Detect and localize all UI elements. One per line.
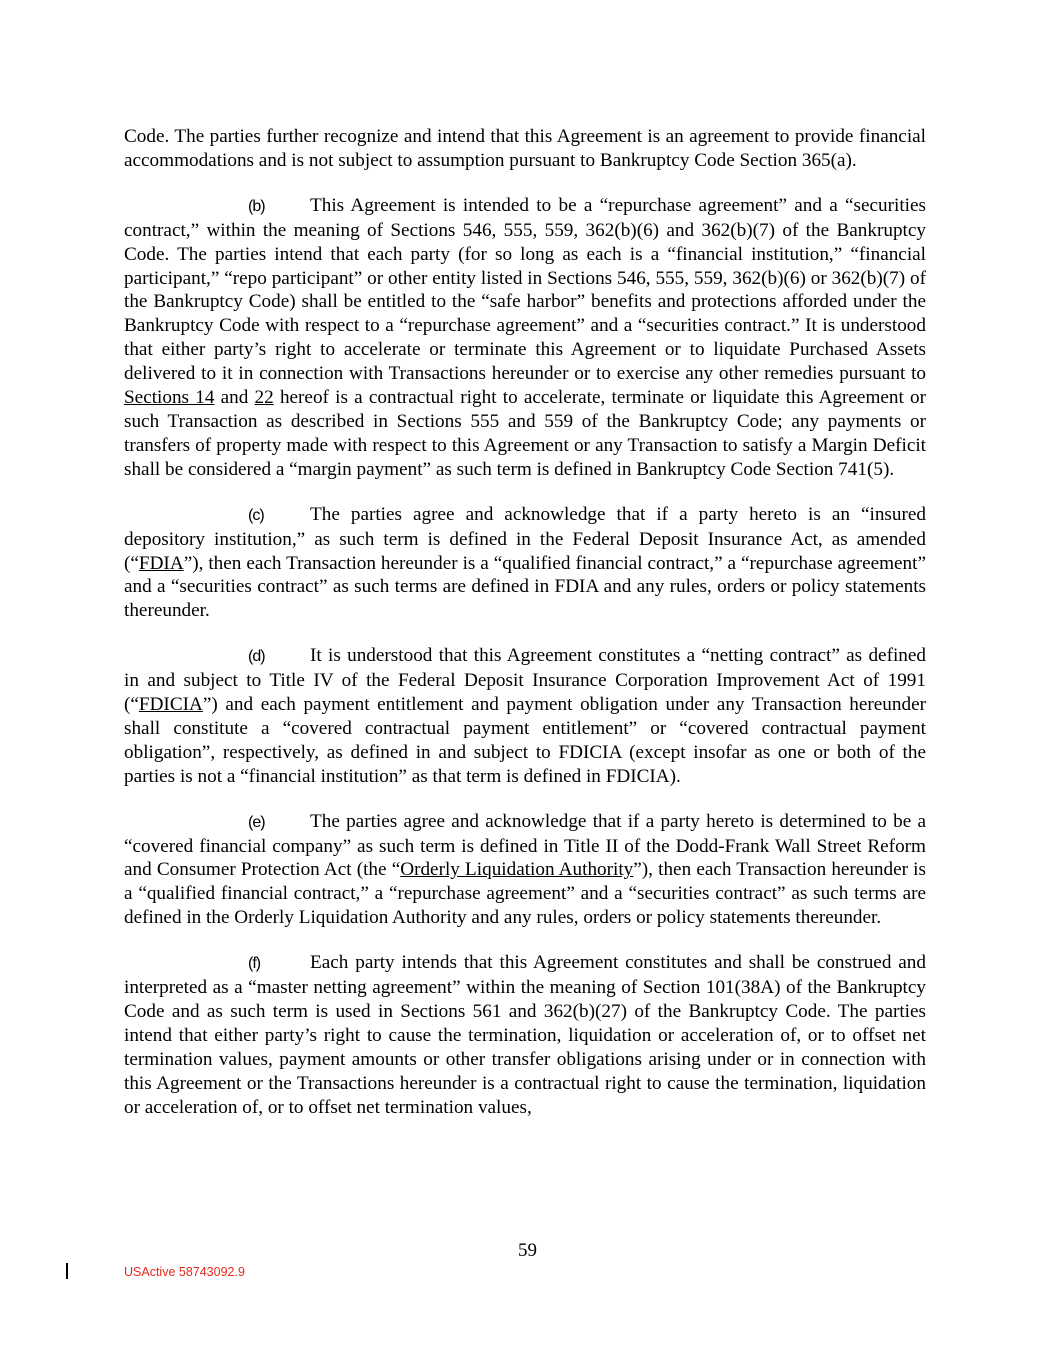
paragraph-text: hereof is a contractual right to accelerate, terminate or liquidate this Agreement or such Transaction as described in Sections 555 and 559 of the Bankruptcy Code; any payments or transfers of property made with respect to this Agreement or any Transaction to satisfy a Margin Deficit shall be considered a “margin payment” as such term is defined in Bankruptcy Code Section 741(5). (124, 387, 926, 480)
paragraph-text: ”) and each payment entitlement and payment obligation under any Transaction hereunder shall constitute a “covered contractual payment entitlement” or “covered contractual payment obligation”, respectively, as defined in and subject to FDICIA (except insofar as one or both of the parties is not a “financial institution” as that term is defined in FDICIA). (124, 694, 926, 787)
defined-term-fdicia: FDICIA (138, 694, 203, 716)
defined-term-fdia: FDIA (138, 552, 184, 574)
paragraph-text: This Agreement is intended to be a “repurchase agreement” and a “securities contract,” within the meaning of Sections 546, 555, 559, 362(b)(6) and 362(b)(7) of the Bankruptcy Code. The parties intend that each party (for so long as each is a “financial institution,” “financial participant,” “repo participant” or other entity listed in Sections 546, 555, 559, 362(b)(6) or 362(b)(7) of the Bankruptcy Code) shall be entitled to the “safe harbor” benefits and protections afforded under the Bankruptcy Code with respect to a “repurchase agreement” and a “securities contract.” It is understood that either party’s right to accelerate or terminate this Agreement or to liquidate Purchased Assets delivered to it in connection with Transactions hereunder or to exercise any other remedies pursuant to (124, 194, 926, 385)
paragraph-text: and (214, 387, 255, 409)
paragraph-c (124, 503, 926, 624)
paragraph-label: (c) (248, 506, 264, 524)
defined-term-orderly-liquidation-authority: Orderly Liquidation Authority (400, 859, 634, 881)
paragraph-b (124, 194, 926, 482)
paragraph-label: (b) (248, 197, 265, 215)
paragraph-text: ”), then each Transaction hereunder is a “qualified financial contract,” a “repurchase agreement” and a “securities contract” as such terms are defined in the Orderly Liquidation Authority and any rules, orders or policy statements thereunder. (124, 859, 926, 929)
paragraph-label: (e) (248, 813, 265, 831)
paragraph-text: ”), then each Transaction hereunder is a “qualified financial contract,” a “repurchase agreement” and a “securities contract” as such terms are defined in FDIA and any rules, orders or policy statements thereunder. (124, 552, 926, 622)
paragraph-continued (124, 125, 926, 173)
cross-reference-22: 22 (254, 387, 274, 409)
document-body (124, 125, 926, 1141)
footer-document-id: USActive 58743092.9 (124, 1265, 245, 1279)
paragraph-text: The parties agree and acknowledge that if a party hereto is determined to be a “covered financial company” as such term is defined in Title II of the Dodd-Frank Wall Street Reform and Consumer Protection Act (the “ (124, 810, 926, 881)
paragraph-text: Each party intends that this Agreement constitutes and shall be construed and interpreted as a “master netting agreement” within the meaning of Section 101(38A) of the Bankruptcy Code and as such term is used in Sections 561 and 362(b)(27) of the Bankruptcy Code. The parties intend that either party’s right to cause the termination, liquidation or acceleration of, or to offset net termination values, payment amounts or other transfer obligations arising under or in connection with this Agreement or the Transactions hereunder is a contractual right to cause the termination, liquidation or acceleration of, or to offset net termination values, (124, 952, 926, 1118)
paragraph-label: (f) (248, 955, 261, 973)
revision-change-bar (66, 1263, 68, 1279)
paragraph-text: The parties agree and acknowledge that if a party hereto is an “insured depository institution,” as such term is defined in the Federal Deposit Insurance Act, as amended (“ (124, 503, 926, 574)
paragraph-e (124, 810, 926, 931)
paragraph-text: Code. The parties further recognize and intend that this Agreement is an agreement to provide financial accommodations and is not subject to assumption pursuant to Bankruptcy Code Section 365(a). (124, 126, 926, 171)
paragraph-text: It is understood that this Agreement constitutes a “netting contract” as defined in and subject to Title IV of the Federal Deposit Insurance Corporation Improvement Act of 1991 (“ (124, 645, 926, 716)
paragraph-d (124, 644, 926, 788)
paragraph-label: (d) (248, 648, 265, 666)
paragraph-f (124, 951, 926, 1119)
page-number: 59 (518, 1240, 537, 1261)
cross-reference-sections-14: Sections 14 (124, 387, 215, 409)
